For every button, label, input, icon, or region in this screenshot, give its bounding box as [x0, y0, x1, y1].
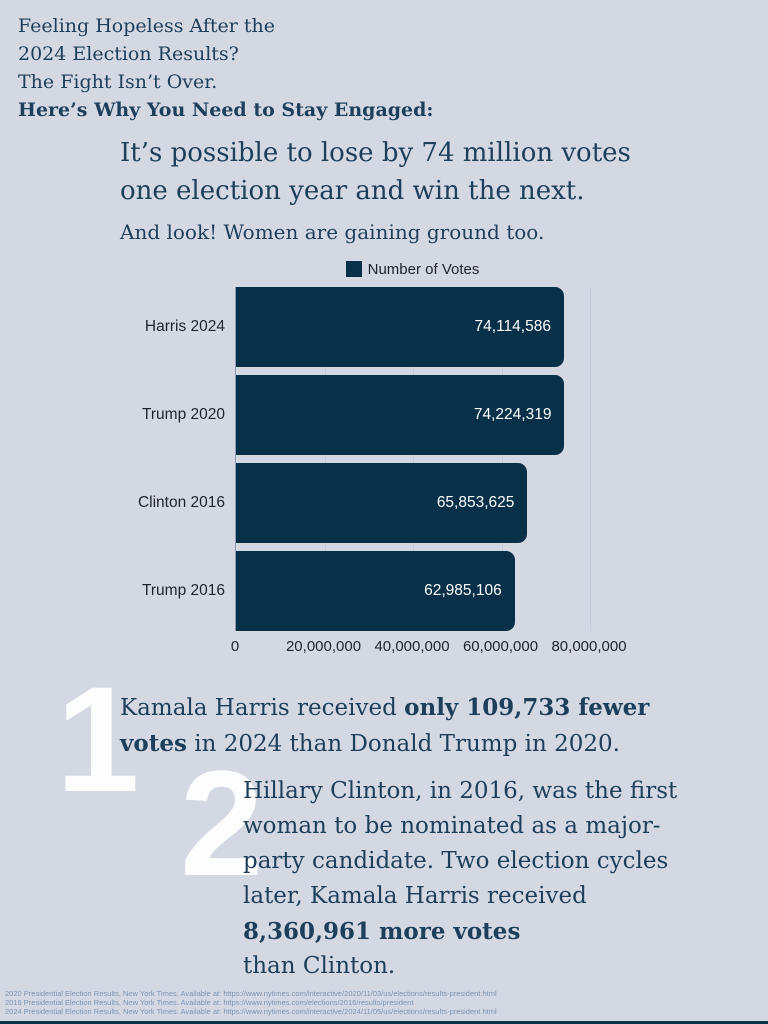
chart-legend — [140, 260, 685, 278]
category-label: Clinton 2016 — [137, 494, 225, 511]
point-2-numeral: 2 — [180, 739, 264, 907]
point-2-line-5-bold: 8,360,961 more votes — [243, 918, 521, 945]
intro-line-3: The Fight Isn’t Over. — [18, 71, 218, 93]
bar-row — [236, 375, 642, 455]
bar — [236, 287, 564, 367]
headline-subtitle: And look! Women are gaining ground too. — [120, 220, 545, 244]
bar — [236, 463, 527, 543]
votes-bar-chart — [137, 255, 685, 658]
bar — [236, 551, 515, 631]
bar-value-label: 65,853,625 — [436, 494, 515, 511]
category-label: Trump 2020 — [142, 406, 225, 423]
legend-label: Number of Votes — [367, 260, 480, 278]
bar-value-label: 62,985,106 — [424, 582, 502, 599]
headline-line-2: one election year and win the next. — [120, 176, 585, 206]
intro-line-4: Here’s Why You Need to Stay Engaged: — [18, 99, 434, 121]
citation-2020: 2020 Presidential Election Results, New York Times. Available at: https://www.nytimes.com/interactive/2020/11/03/us/elections/results-president.html — [5, 989, 497, 998]
x-tick-label: 60,000,000 — [462, 638, 539, 655]
intro-line-2: 2024 Election Results? — [18, 43, 239, 65]
category-label: Trump 2016 — [142, 582, 225, 599]
x-tick-label: 40,000,000 — [374, 638, 450, 655]
point-1-text — [120, 690, 649, 762]
bar-row — [236, 551, 642, 631]
point-2-line-3: party candidate. Two election cycles — [243, 848, 669, 874]
point-1-bold-segment: only 109,733 fewer — [404, 694, 650, 721]
x-tick-label: 80,000,000 — [551, 638, 627, 655]
intro-line-1: Feeling Hopeless After the — [18, 15, 276, 37]
bar-row — [236, 287, 642, 367]
bar — [236, 375, 564, 455]
citation-2016: 2016 Presidential Election Results, New York Times. Available at: https://www.nytimes.com/elections/2016/results/president — [5, 998, 414, 1007]
chart-body — [137, 287, 685, 631]
chart-plot-area — [235, 287, 642, 631]
point-1-line-1 — [120, 690, 649, 726]
bar-value-label: 74,114,586 — [474, 318, 551, 335]
bar-row — [236, 463, 642, 543]
point-1-numeral: 1 — [56, 655, 140, 823]
source-citations — [5, 989, 497, 1016]
category-labels-column — [137, 287, 225, 631]
point-2-line-2: woman to be nominated as a major- — [243, 813, 661, 839]
point-1-bold-segment: votes — [120, 730, 187, 757]
x-tick-label: 0 — [230, 638, 240, 655]
legend-swatch-icon — [346, 261, 362, 277]
x-axis — [230, 638, 641, 658]
headline-block — [120, 134, 631, 245]
point-2-line-4: later, Kamala Harris received — [243, 883, 587, 909]
headline-line-1: It’s possible to lose by 74 million votes — [120, 138, 631, 168]
point-2-line-1: Hillary Clinton, in 2016, was the first — [243, 778, 678, 804]
point-2-text — [243, 774, 677, 984]
point-2-line-6: than Clinton. — [243, 953, 396, 979]
point-1-line-2 — [120, 726, 649, 762]
x-tick-label: 20,000,000 — [285, 638, 362, 655]
citation-2024: 2024 Presidential Election Results, New York Times. Available at: https://www.nytimes.com/interactive/2024/11/05/us/elections/results-president.html — [5, 1007, 497, 1016]
intro-header — [18, 12, 433, 124]
category-label: Harris 2024 — [144, 318, 225, 335]
point-1-text-segment: Kamala Harris received — [120, 695, 405, 721]
point-1-text-segment: in 2024 than Donald Trump in 2020. — [186, 731, 620, 757]
bar-value-label: 74,224,319 — [473, 406, 552, 423]
